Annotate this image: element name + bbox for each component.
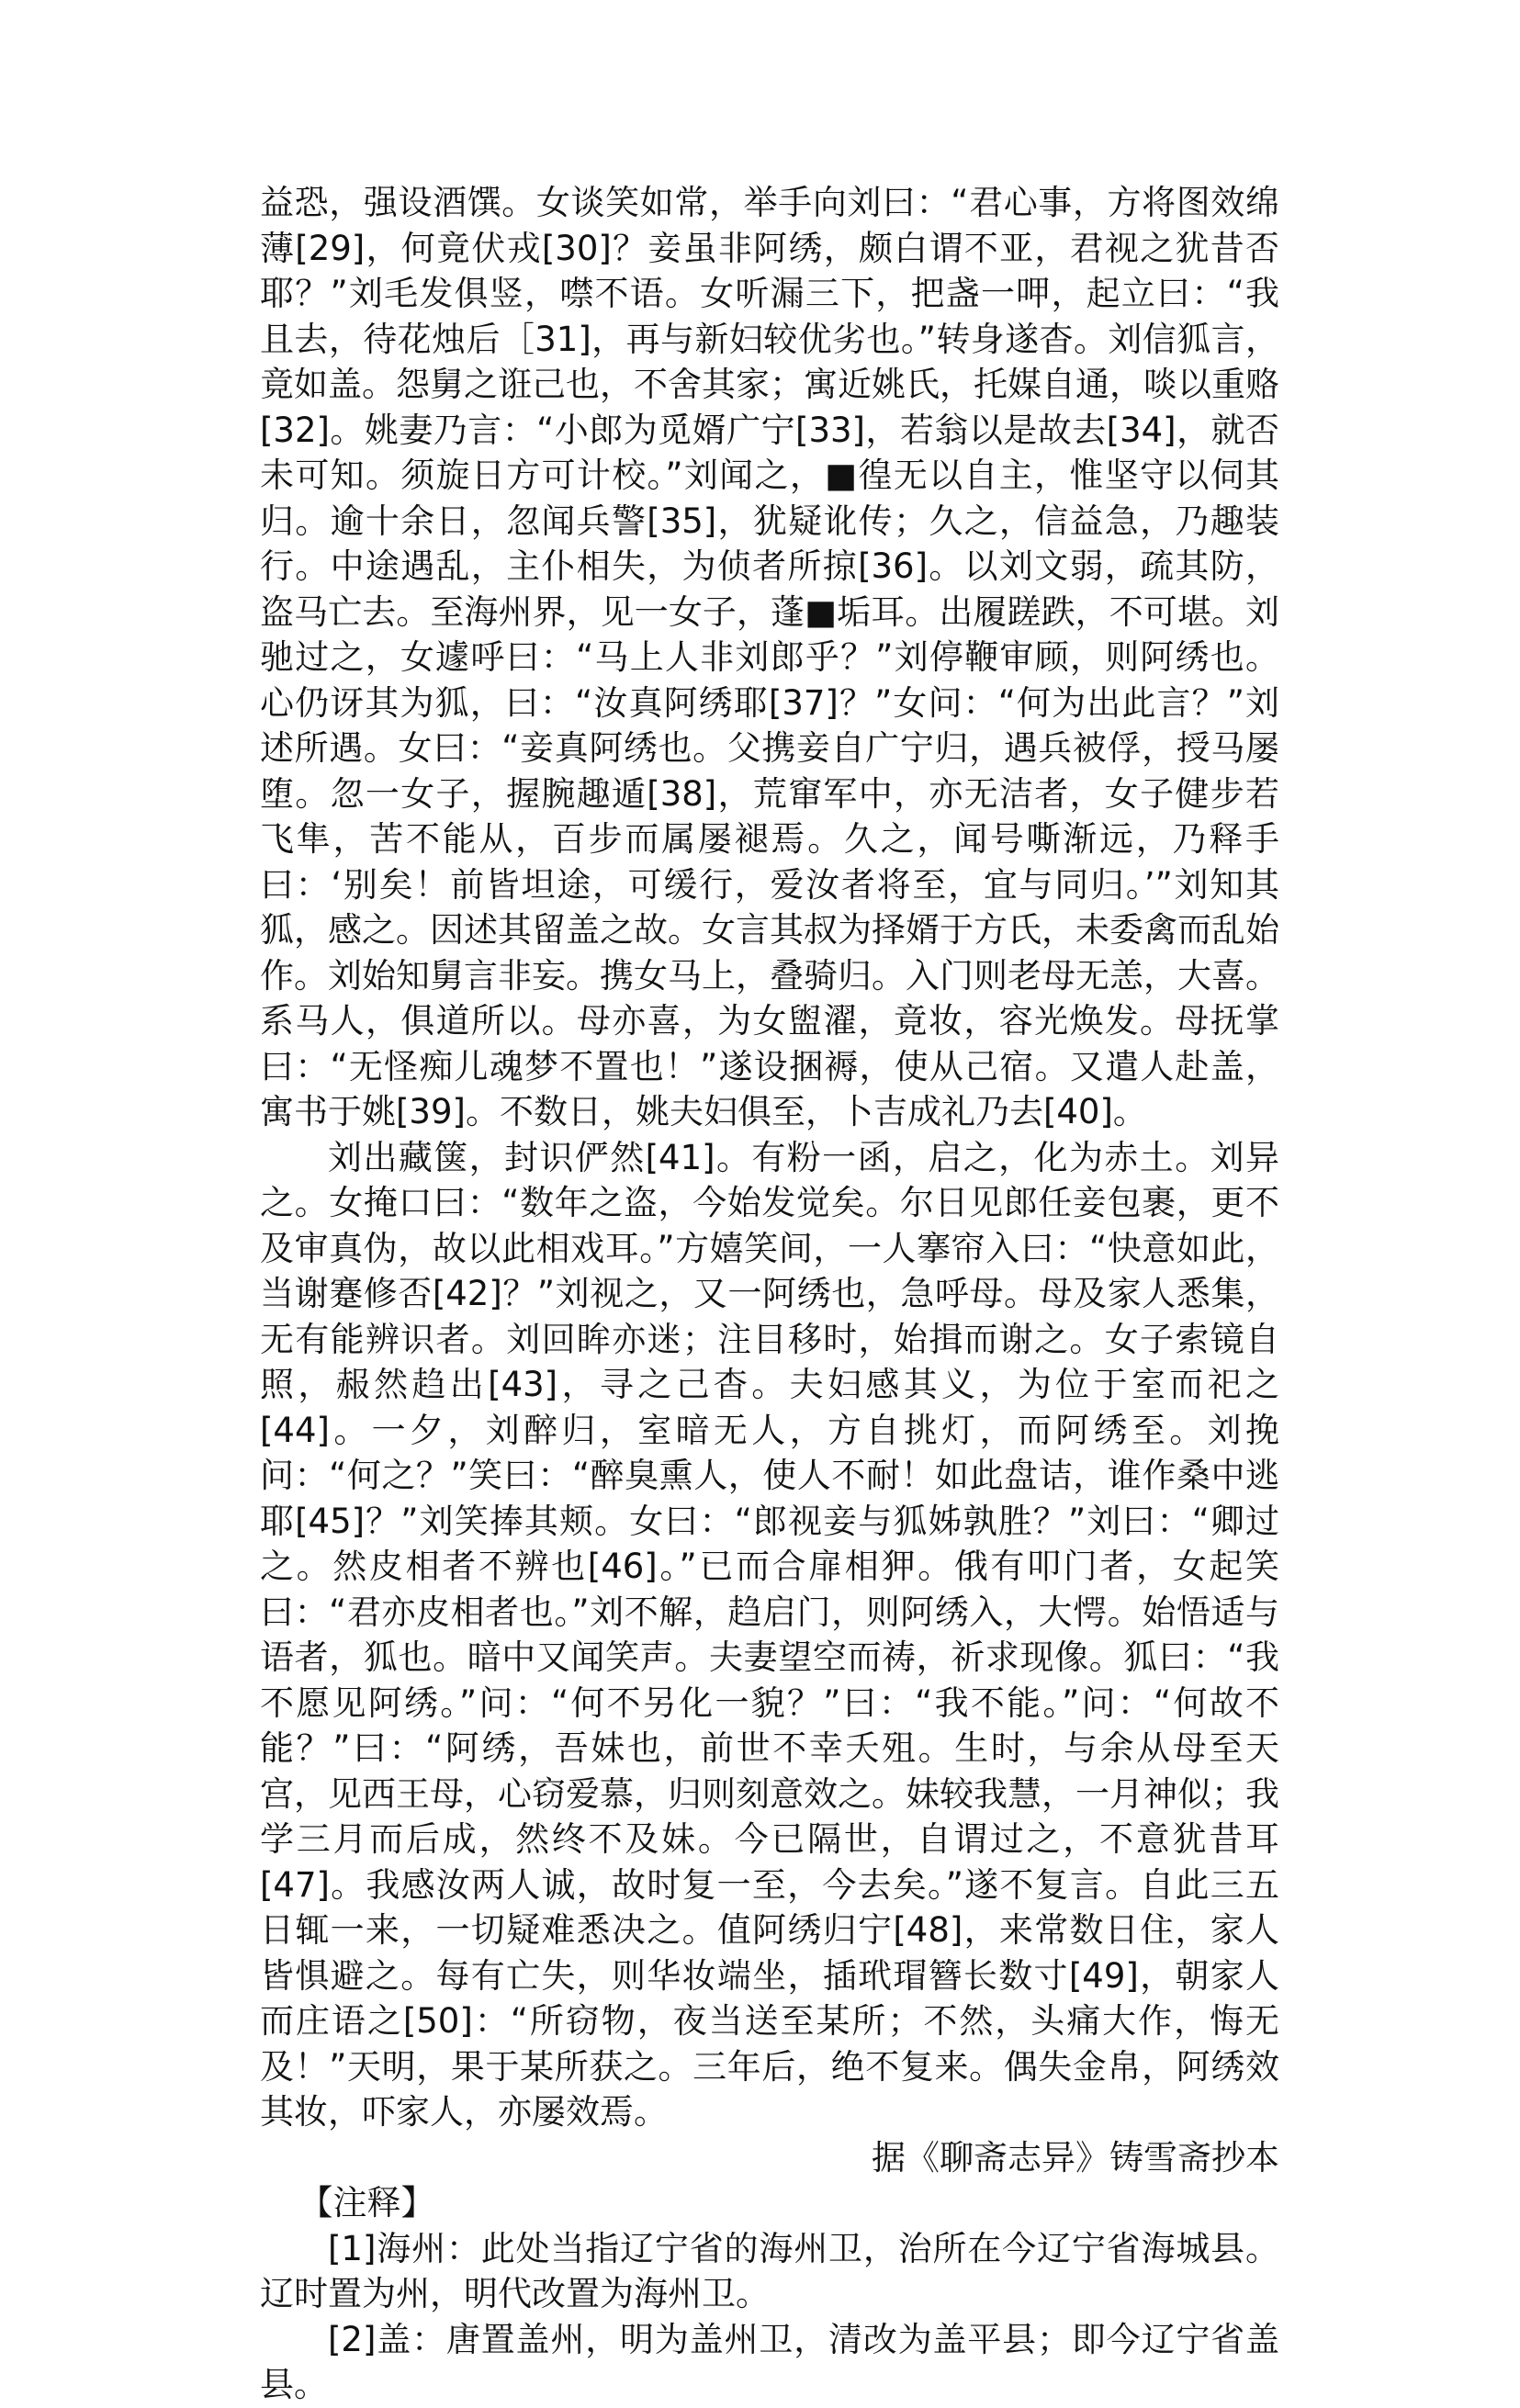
story-paragraph-1: 益恐，强设酒馔。女谈笑如常，举手向刘曰：“君心事，方将图效绵薄[29]，何竟伏戎[30]？妾虽非阿绣，颇白谓不亚，君视之犹昔否耶？”刘毛发俱竖，噤不语。女听漏三下，把盏一呷，起立曰：“我且去，待花烛后［31]，再与新妇较优劣也。”转身遂杳。刘信狐言，竟如盖。怨舅之诳己也，不舍其家；寓近姚氏，托媒自通，啖以重赂[32]。姚妻乃言：“小郎为觅婿广宁[33]，若翁以是故去[34]，就否未可知。须旋日方可计校。”刘闻之，■徨无以自主，惟坚守以伺其归。逾十余日，忽闻兵警[35]，犹疑讹传；久之，信益急，乃趣装行。中途遇乱，主仆相失，为侦者所掠[36]。以刘文弱，疏其防，盗马亡去。至海州界，见一女子，蓬■垢耳。出履蹉跌，不可堪。刘驰过之，女遽呼曰：“马上人非刘郎乎？”刘停鞭审顾，则阿绣也。心仍讶其为狐，曰：“汝真阿绣耶[37]？”女问：“何为出此言？”刘述所遇。女曰：“妾真阿绣也。父携妾自广宁归，遇兵被俘，授马屡堕。忽一女子，握腕趣遁[38]，荒窜军中，亦无洁者，女子健步若飞隼，苦不能从，百步而属屡褪焉。久之，闻号嘶渐远，乃释手曰：‘别矣！前皆坦途，可缓行，爱汝者将至，宜与同归。’”刘知其狐，感之。因述其留盖之故。女言其叔为择婿于方氏，未委禽而乱始作。刘始知舅言非妄。携女马上，叠骑归。入门则老母无恙，大喜。系马人，俱道所以。母亦喜，为女盥濯，竟妆，容光焕发。母抚掌曰：“无怪痴儿魂梦不置也！”遂设捆褥，使从己宿。又遣人赴盖，寓书于姚[39]。不数日，姚夫妇俱至，卜吉成礼乃去[40]。 bbox=[260, 183, 1279, 1131]
source-citation: 据《聊斋志异》铸雪斋抄本 bbox=[872, 2137, 1279, 2177]
note-item-1: [1]海州：此处当指辽宁省的海州卫，治所在今辽宁省海城县。辽时置为州，明代改置为海州卫。 bbox=[260, 2228, 1279, 2313]
notes-heading: 【注释】 bbox=[298, 2183, 435, 2222]
story-paragraph-2: 刘出藏箧，封识俨然[41]。有粉一函，启之，化为赤土。刘异之。女掩口曰：“数年之盗，今始发觉矣。尔日见郎任妾包裹，更不及审真伪，故以此相戏耳。”方嬉笑间，一人搴帘入曰：“快意如此，当谢蹇修否[42]？”刘视之，又一阿绣也，急呼母。母及家人悉集，无有能辨识者。刘回眸亦迷；注目移时，始揖而谢之。女子索镜自照，赧然趋出[43]，寻之己杳。夫妇感其义，为位于室而祀之[44]。一夕，刘醉归，室暗无人，方自挑灯，而阿绣至。刘挽问：“何之？”笑曰：“醉臭熏人，使人不耐！如此盘诘，谁作桑中逃耶[45]？”刘笑捧其颊。女曰：“郎视妾与狐姊孰胜？”刘曰：“卿过之。然皮相者不辨也[46]。”已而合扉相狎。俄有叩门者，女起笑曰：“君亦皮相者也。”刘不解，趋启门，则阿绣入，大愕。始悟适与语者，狐也。暗中又闻笑声。夫妻望空而祷，祈求现像。狐曰：“我不愿见阿绣。”问：“何不另化一貌？”曰：“我不能。”问：“何故不能？”曰：“阿绣，吾妹也，前世不幸夭殂。生时，与余从母至天宫，见西王母，心窃爱慕，归则刻意效之。妹较我慧，一月神似；我学三月而后成，然终不及妹。今已隔世，自谓过之，不意犹昔耳[47]。我感汝两人诚，故时复一至，今去矣。”遂不复言。自此三五日辄一来，一切疑难悉决之。值阿绣归宁[48]，来常数日住，家人皆惧避之。每有亡失，则华妆端坐，插玳瑁簪长数寸[49]，朝家人而庄语之[50]：“所窃物，夜当送至某所；不然，头痛大作，悔无及！”天明，果于某所获之。三年后，绝不复来。偶失金帛，阿绣效其妆，吓家人，亦屡效焉。 bbox=[260, 1137, 1279, 2132]
document-page bbox=[260, 180, 1279, 2408]
note-item-2: [2]盖：唐置盖州，明为盖州卫，清改为盖平县；即今辽宁省盖县。 bbox=[260, 2319, 1279, 2404]
